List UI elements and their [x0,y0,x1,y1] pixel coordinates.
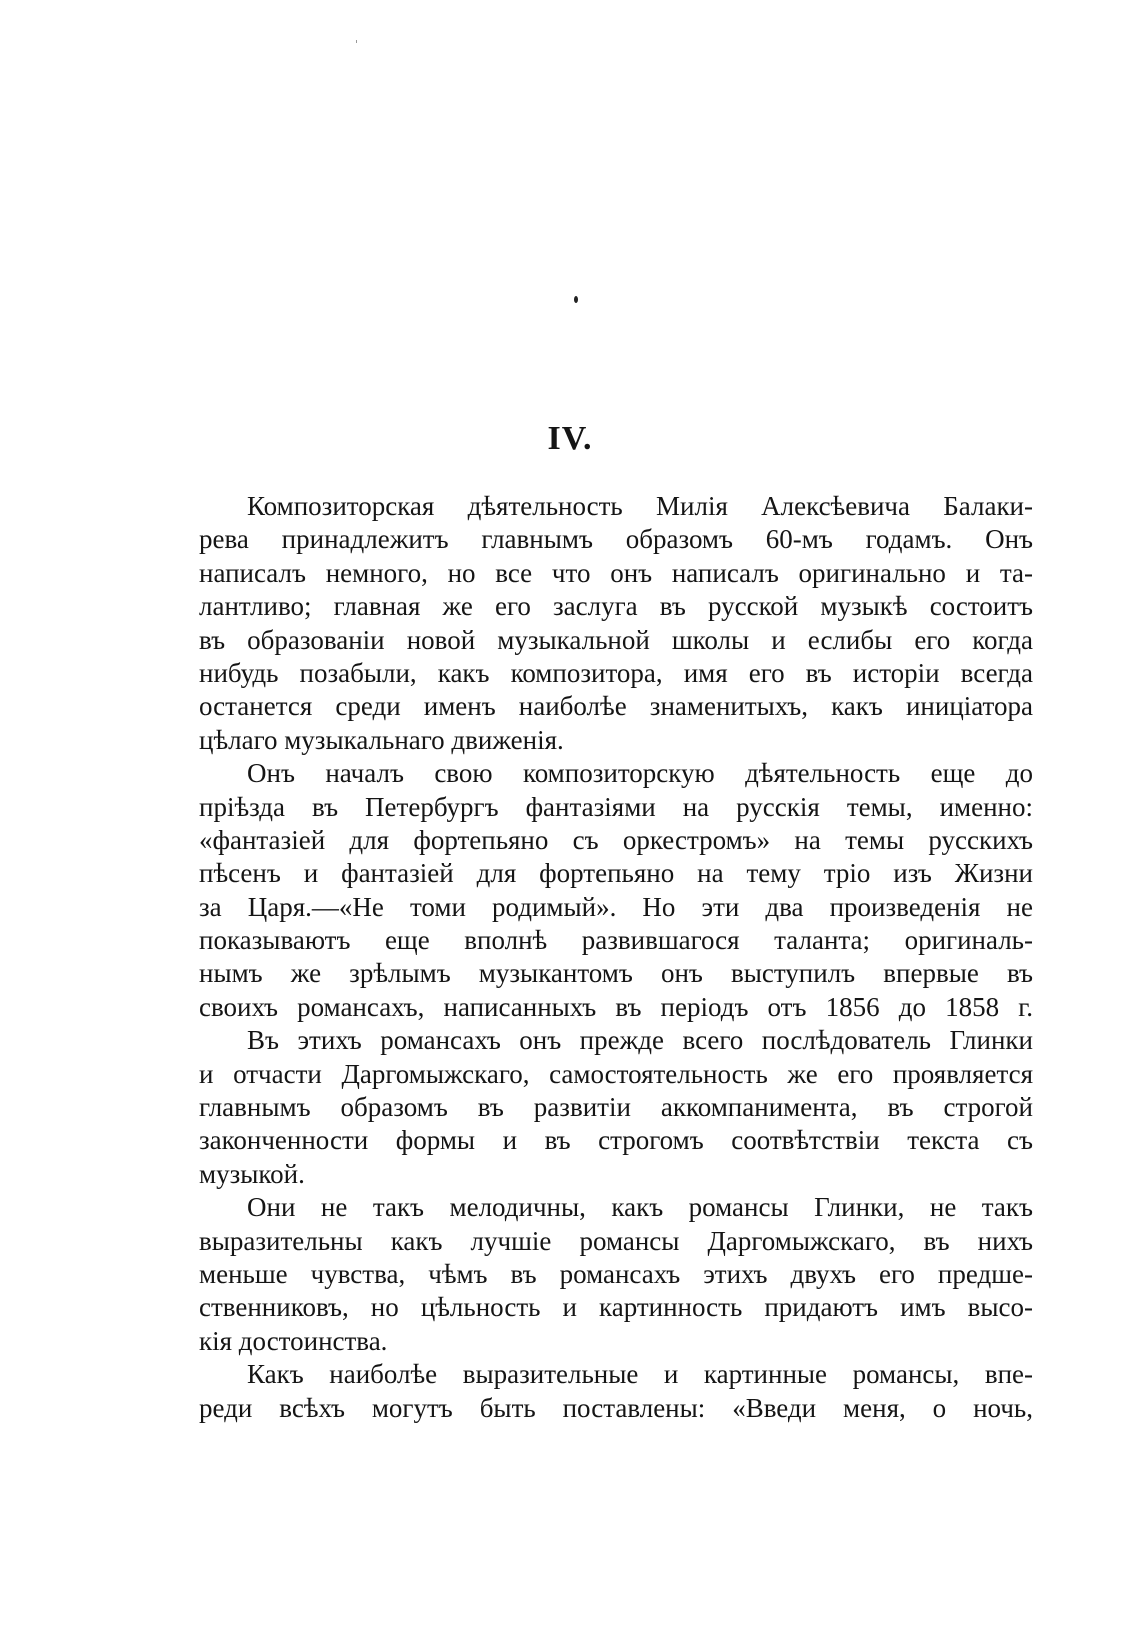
text-line: главнымъ образомъ въ развитіи аккомпанимента, въ строгой [199,1092,1033,1123]
text-line: законченности формы и въ строгомъ соотвѣтствіи текста съ [199,1125,1033,1156]
text-line: въ образованіи новой музыкальной школы и еслибы его когда [199,624,1033,655]
text-line: и отчасти Даргомыжскаго, самостоятельность же его проявляется [199,1058,1033,1089]
text-line: написалъ немного, но все что онъ написалъ оригинально и та- [199,557,1033,588]
text-line: нибудь позабыли, какъ композитора, имя его въ исторіи всегда [199,657,1033,688]
text-line: показываютъ еще вполнѣ развившагося таланта; оригиналь- [199,925,1033,956]
text-line: выразительны какъ лучшіе романсы Даргомыжскаго, въ нихъ [199,1225,1033,1256]
text-line: ственниковъ, но цѣльность и картинность придаютъ имъ высо- [199,1292,1033,1323]
text-line: пѣсенъ и фантазіей для фортепьяно на тему тріо изъ Жизни [199,858,1033,889]
text-line: нымъ же зрѣлымъ музыкантомъ онъ выступилъ впервые въ [199,958,1033,989]
scan-speck [356,40,357,43]
text-line: останется среди именъ наиболѣе знаменитыхъ, какъ иниціатора [199,691,1033,722]
scan-speck [574,296,578,303]
text-line: цѣлаго музыкальнаго движенія. [199,724,564,755]
text-line: лантливо; главная же его заслуга въ русской музыкѣ состоитъ [199,591,1033,622]
text-line: меньше чувства, чѣмъ въ романсахъ этихъ двухъ его предше- [199,1258,1033,1289]
text-line: своихъ романсахъ, написанныхъ въ періодъ отъ 1856 до 1858 г. [199,991,1033,1022]
chapter-number: IV. [547,420,593,457]
text-line: пріѣзда въ Петербургъ фантазіями на русскія темы, именно: [199,791,1033,822]
text-line: реди всѣхъ могутъ быть поставлены: «Введи меня, о ночь, [199,1392,1033,1423]
body-text [199,490,1033,1425]
text-line: Въ этихъ романсахъ онъ прежде всего послѣдователь Глинки [247,1025,1033,1056]
text-line: музыкой. [199,1158,305,1189]
text-line: Какъ наиболѣе выразительные и картинные романсы, впе- [247,1359,1033,1390]
text-line: за Царя.—«Не томи родимый». Но эти два произведенія не [199,891,1033,922]
text-line: Они не такъ мелодичны, какъ романсы Глинки, не такъ [247,1192,1033,1223]
text-line: кія достоинства. [199,1325,388,1356]
text-line: рева принадлежитъ главнымъ образомъ 60-мъ годамъ. Онъ [199,524,1033,555]
text-line: «фантазіей для фортепьяно съ оркестромъ» на темы русскихъ [199,824,1033,855]
text-line: Композиторская дѣятельность Милія Алексѣевича Балаки- [247,491,1033,521]
text-line: Онъ началъ свою композиторскую дѣятельность еще до [247,758,1033,789]
